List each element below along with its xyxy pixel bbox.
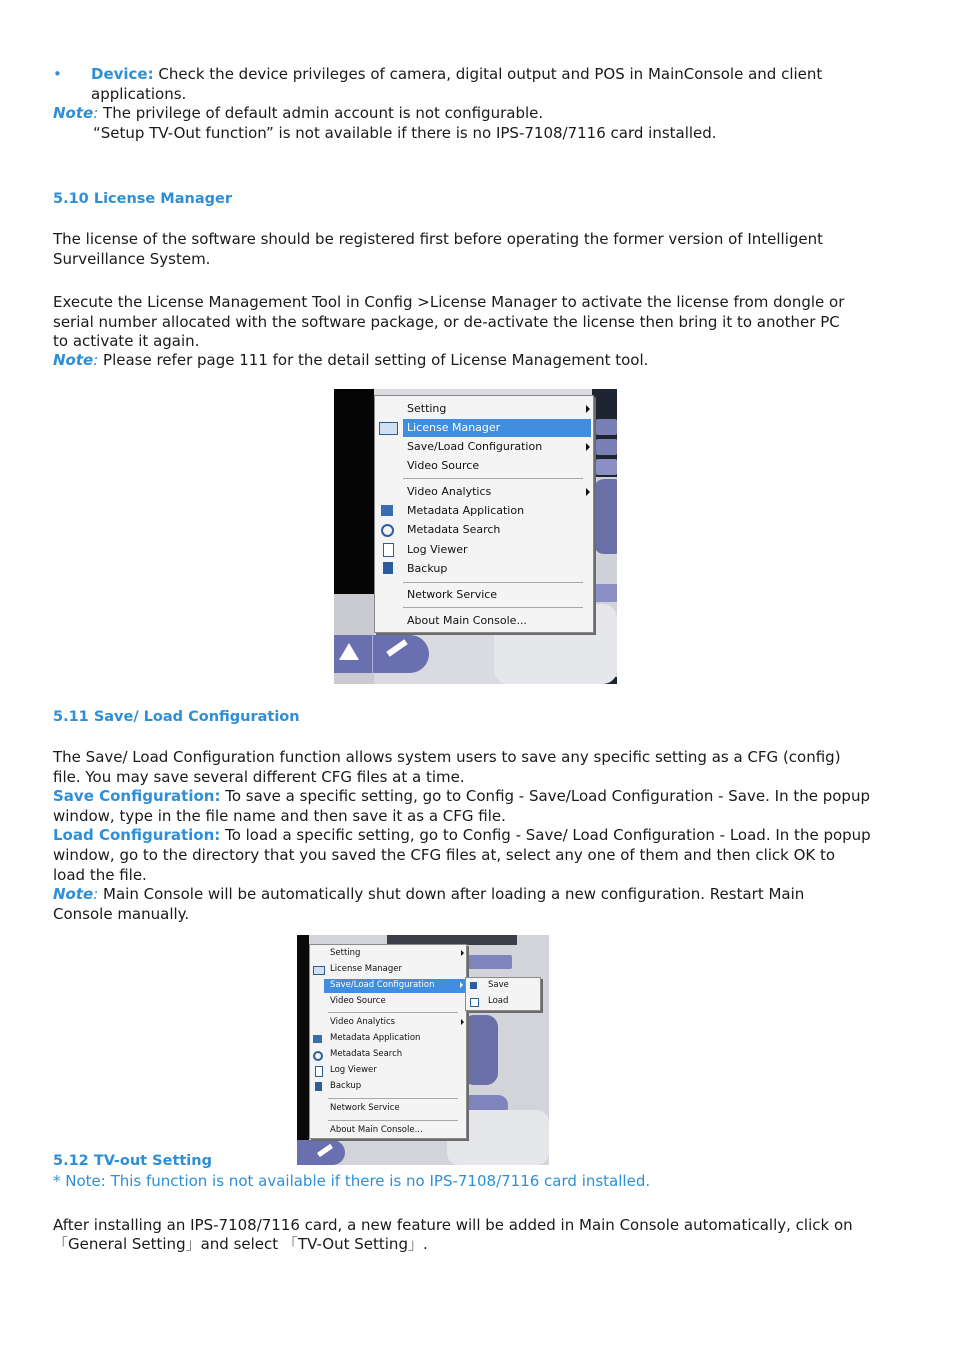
menu-item-about-main-console[interactable]: About Main Console... bbox=[330, 1125, 423, 1135]
menu-item-metadata-search[interactable]: Metadata Search bbox=[310, 1048, 466, 1062]
save-config-line2: window, type in the file name and then save it as a CFG file. bbox=[53, 807, 506, 825]
sec512-p1-line2: 「General Setting」and select 「TV-Out Setting」. bbox=[53, 1235, 428, 1253]
note-colon: : bbox=[93, 104, 99, 122]
submenu-arrow-icon bbox=[461, 1019, 464, 1025]
config-menu bbox=[309, 944, 467, 1139]
sec511-note-text: Main Console will be automatically shut down after loading a new configuration. Restart Main bbox=[103, 885, 805, 903]
metadata-search-icon bbox=[313, 1051, 323, 1061]
sec510-note bbox=[53, 351, 648, 371]
load-config-label: Load Configuration: bbox=[53, 826, 221, 844]
device-label: Device: bbox=[91, 65, 154, 83]
sec511-note-line2: Console manually. bbox=[53, 905, 190, 923]
submenu-arrow-icon bbox=[586, 443, 590, 451]
save-load-submenu bbox=[465, 977, 541, 1011]
note-privilege bbox=[53, 104, 543, 124]
license-icon bbox=[313, 966, 325, 975]
sec510-p1-line1: The license of the software should be registered first before operating the former version of Intelligent bbox=[53, 230, 823, 248]
save-config-line1 bbox=[53, 787, 870, 807]
menu-item-video-analytics[interactable]: Video Analytics bbox=[310, 1016, 466, 1030]
note-text-2: “Setup TV-Out function” is not available if there is no IPS-7108/7116 card installed. bbox=[93, 124, 717, 142]
screenshot-license-manager-menu bbox=[334, 389, 617, 684]
sec510-note-text: Please refer page 111 for the detail setting of License Management tool. bbox=[103, 351, 649, 369]
screenshot-save-load-menu bbox=[297, 935, 549, 1165]
menu-item-setting[interactable]: Setting bbox=[310, 947, 466, 961]
menu-divider bbox=[328, 1012, 458, 1013]
menu-item-metadata-application[interactable]: Metadata Application bbox=[375, 502, 593, 520]
save-config-label: Save Configuration: bbox=[53, 787, 221, 805]
heading-5-12: 5.12 TV-out Setting bbox=[53, 1153, 212, 1169]
menu-item-log-viewer[interactable]: Log Viewer bbox=[375, 541, 593, 559]
menu-item-video-analytics[interactable]: Video Analytics bbox=[375, 483, 593, 501]
load-config-line1 bbox=[53, 826, 871, 846]
metadata-application-icon bbox=[381, 505, 393, 516]
warning-icon[interactable] bbox=[339, 643, 359, 660]
device-line-1 bbox=[91, 65, 822, 85]
load-icon bbox=[470, 998, 479, 1007]
menu-divider bbox=[403, 582, 583, 583]
heading-5-11: 5.11 Save/ Load Configuration bbox=[53, 709, 300, 725]
log-viewer-icon bbox=[315, 1066, 323, 1077]
submenu-arrow-icon bbox=[460, 982, 463, 988]
sec510-p2-line3: to activate it again. bbox=[53, 332, 200, 350]
submenu-arrow-icon bbox=[586, 488, 590, 496]
note-label: Note bbox=[53, 351, 94, 369]
sec512-p1-line1: After installing an IPS-7108/7116 card, a new feature will be added in Main Console automatically, click on bbox=[53, 1216, 853, 1234]
save-config-text: To save a specific setting, go to Config - Save/Load Configuration - Save. In the popup bbox=[225, 787, 870, 805]
metadata-application-icon bbox=[313, 1035, 322, 1043]
menu-item-backup[interactable]: Backup bbox=[310, 1080, 466, 1094]
backup-icon bbox=[383, 562, 393, 574]
load-config-line2: window, go to the directory that you saved the CFG files at, select any one of them and then click OK to bbox=[53, 846, 836, 864]
menu-item-metadata-search[interactable]: Metadata Search bbox=[375, 521, 593, 539]
sec510-p1-line2: Surveillance System. bbox=[53, 250, 211, 268]
menu-item-network-service[interactable]: Network Service bbox=[407, 588, 498, 601]
sec511-p1-line2: file. You may save several different CFG files at a time. bbox=[53, 768, 465, 786]
load-config-text: To load a specific setting, go to Config - Save/ Load Configuration - Load. In the popup bbox=[225, 826, 871, 844]
menu-divider bbox=[328, 1098, 458, 1099]
sec510-p2-line1: Execute the License Management Tool in Config >License Manager to activate the license from dongle or bbox=[53, 293, 845, 311]
menu-item-save-load-configuration[interactable]: Save/Load Configuration bbox=[324, 979, 465, 993]
menu-item-setting[interactable]: Setting bbox=[375, 400, 593, 418]
sec510-p2-line2: serial number allocated with the software package, or de-activate the license then bring it to another PC bbox=[53, 313, 840, 331]
menu-item-save-load-configuration[interactable]: Save/Load Configuration bbox=[375, 438, 593, 456]
menu-divider bbox=[403, 478, 583, 479]
video-panel bbox=[334, 389, 374, 594]
submenu-arrow-icon bbox=[461, 950, 464, 956]
sec511-note-line1 bbox=[53, 885, 804, 905]
note-label: Note bbox=[53, 885, 94, 903]
config-menu bbox=[374, 395, 594, 633]
note-colon: : bbox=[93, 885, 99, 903]
backup-icon bbox=[315, 1082, 322, 1091]
note-label: Note bbox=[53, 104, 94, 122]
menu-item-metadata-application[interactable]: Metadata Application bbox=[310, 1032, 466, 1046]
heading-5-10: 5.10 License Manager bbox=[53, 191, 232, 207]
menu-item-about-main-console[interactable]: About Main Console... bbox=[407, 614, 527, 627]
menu-item-video-source[interactable]: Video Source bbox=[407, 459, 480, 472]
menu-item-network-service[interactable]: Network Service bbox=[330, 1103, 400, 1113]
submenu-item-load[interactable]: Load bbox=[466, 995, 540, 1009]
submenu-arrow-icon bbox=[586, 405, 590, 413]
note-colon: : bbox=[93, 351, 99, 369]
save-icon bbox=[470, 982, 477, 989]
license-icon bbox=[379, 422, 398, 435]
device-line-2: applications. bbox=[91, 85, 187, 103]
menu-item-license-manager[interactable]: License Manager bbox=[403, 419, 591, 437]
device-text-1: Check the device privileges of camera, digital output and POS in MainConsole and client bbox=[158, 65, 823, 83]
bullet-dot: • bbox=[53, 65, 62, 83]
sec512-note: * Note: This function is not available if there is no IPS-7108/7116 card installed. bbox=[53, 1172, 651, 1190]
menu-item-backup[interactable]: Backup bbox=[375, 560, 593, 578]
load-config-line3: load the file. bbox=[53, 866, 147, 884]
log-viewer-icon bbox=[383, 543, 394, 557]
sec511-p1-line1: The Save/ Load Configuration function allows system users to save any specific setting as a CFG (config) bbox=[53, 748, 841, 766]
note-text-1: The privilege of default admin account is not configurable. bbox=[103, 104, 544, 122]
menu-divider bbox=[328, 1120, 458, 1121]
metadata-search-icon bbox=[381, 524, 394, 537]
menu-item-log-viewer[interactable]: Log Viewer bbox=[310, 1064, 466, 1078]
menu-item-video-source[interactable]: Video Source bbox=[330, 996, 386, 1006]
menu-divider bbox=[403, 607, 583, 608]
submenu-item-save[interactable]: Save bbox=[466, 979, 540, 993]
menu-item-license-manager[interactable]: License Manager bbox=[310, 963, 466, 977]
